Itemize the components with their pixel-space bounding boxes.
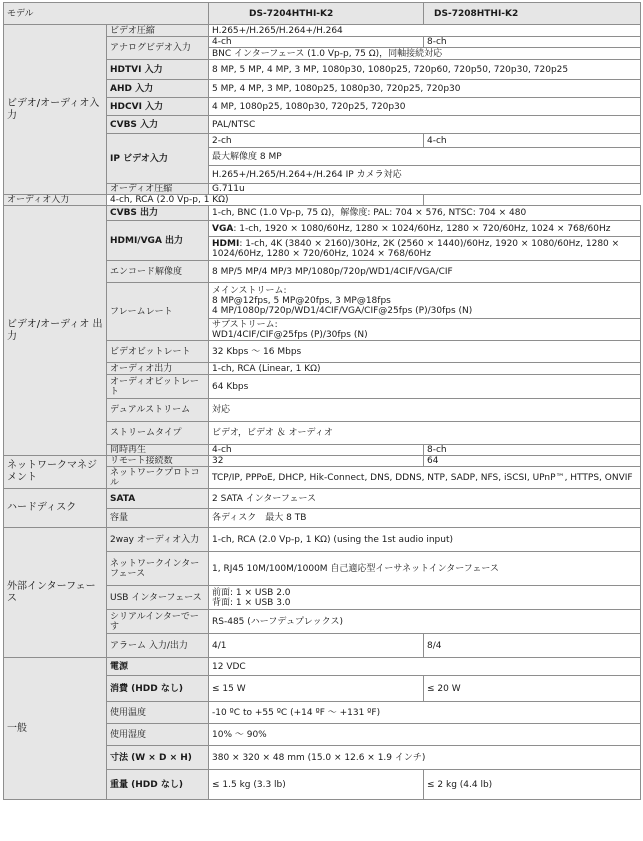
value-dimensions: 380 × 320 × 48 mm (15.0 × 12.6 × 1.9 インチ) xyxy=(209,746,641,770)
value-hdtvi: 8 MP, 5 MP, 4 MP, 3 MP, 1080p30, 1080p25, 720p60, 720p50, 720p30, 720p25 xyxy=(209,60,641,80)
label-alarm-io: アラーム 入力/出力 xyxy=(107,634,209,658)
value-cvbs-input: PAL/NTSC xyxy=(209,116,641,134)
category-hdd: ハードディスク xyxy=(4,489,107,528)
value-video-bitrate: 32 Kbps 〜 16 Mbps xyxy=(209,341,641,363)
value-usb-interface: 前面: 1 × USB 2.0 背面: 1 × USB 3.0 xyxy=(209,586,641,610)
label-dual-stream: デュアルストリーム xyxy=(107,399,209,422)
category-network: ネットワークマネジメント xyxy=(4,456,107,489)
value-audio-output: 1-ch, RCA (Linear, 1 KΩ) xyxy=(209,363,641,375)
value-alarm-io-a: 4/1 xyxy=(209,634,424,658)
value-weight-a: ≤ 1.5 kg (3.3 lb) xyxy=(209,770,424,800)
value-ip-video-b: 4-ch xyxy=(424,134,641,148)
value-operating-humidity: 10% 〜 90% xyxy=(209,724,641,746)
value-audio-compression: G.711u xyxy=(209,184,641,195)
category-video-audio-input: ビデオ/オーディオ入力 xyxy=(4,25,107,195)
label-serial-interface: シリアルインターでーす xyxy=(107,610,209,634)
value-remote-connections-a: 32 xyxy=(209,456,424,467)
label-remote-connections: リモート接続数 xyxy=(107,456,209,467)
label-sync-playback: 同時再生 xyxy=(107,445,209,456)
label-encoding-resolution: エンコード解像度 xyxy=(107,261,209,283)
value-main-stream: メインストリーム: 8 MP@12fps, 5 MP@20fps, 3 MP@18fps 4 MP/1080p/720p/WD1/4CIF/VGA/CIF@25fps (P)/30fps (N) xyxy=(209,283,641,319)
label-two-way-audio: 2way オーディオ入力 xyxy=(107,528,209,552)
label-cvbs-input: CVBS 入力 xyxy=(107,116,209,134)
value-ip-video-codec: H.265+/H.265/H.264+/H.264 IP カメラ対応 xyxy=(209,166,641,184)
value-hdmi: HDMI: 1-ch, 4K (3840 × 2160)/30Hz, 2K (2560 × 1440)/60Hz, 1920 × 1080/60Hz, 1280 × 1024/60Hz, 1280 × 720/60Hz, 1024 × 768/60Hz xyxy=(209,237,641,261)
value-video-compression: H.265+/H.265/H.264+/H.264 xyxy=(209,25,641,37)
value-two-way-audio: 1-ch, RCA (2.0 Vp-p, 1 KΩ) (using the 1st audio input) xyxy=(209,528,641,552)
value-dual-stream: 対応 xyxy=(209,399,641,422)
label-sata: SATA xyxy=(107,489,209,509)
label-stream-type: ストリームタイプ xyxy=(107,422,209,445)
label-video-compression: ビデオ圧縮 xyxy=(107,25,209,37)
spec-table xyxy=(3,2,641,800)
value-consumption-a: ≤ 15 W xyxy=(209,676,424,702)
value-ahd: 5 MP, 4 MP, 3 MP, 1080p25, 1080p30, 720p25, 720p30 xyxy=(209,80,641,98)
value-sata: 2 SATA インターフェース xyxy=(209,489,641,509)
value-sync-playback-a: 4-ch xyxy=(209,445,424,456)
value-remote-connections-b: 64 xyxy=(424,456,641,467)
value-audio-bitrate: 64 Kbps xyxy=(209,375,641,399)
value-alarm-io-b: 8/4 xyxy=(424,634,641,658)
value-operating-temperature: -10 ºC to +55 ºC (+14 ºF 〜 +131 ºF) xyxy=(209,702,641,724)
label-audio-bitrate: オーディオビットレート xyxy=(107,375,209,399)
value-cvbs-output: 1-ch, BNC (1.0 Vp-p, 75 Ω)，解像度: PAL: 704 × 576, NTSC: 704 × 480 xyxy=(209,206,641,221)
label-operating-temperature: 使用温度 xyxy=(107,702,209,724)
value-serial-interface: RS-485 (ハーフデュプレックス) xyxy=(209,610,641,634)
category-external-interface: 外部インターフェース xyxy=(4,528,107,658)
value-consumption-b: ≤ 20 W xyxy=(424,676,641,702)
value-hdcvi: 4 MP, 1080p25, 1080p30, 720p25, 720p30 xyxy=(209,98,641,116)
label-weight: 重量 (HDD なし) xyxy=(107,770,209,800)
label-ahd: AHD 入力 xyxy=(107,80,209,98)
label-network-interface: ネットワークインターフェース xyxy=(107,552,209,586)
value-encoding-resolution: 8 MP/5 MP/4 MP/3 MP/1080p/720p/WD1/4CIF/VGA/CIF xyxy=(209,261,641,283)
category-general: 一般 xyxy=(4,658,107,800)
label-analog-input: アナログビデオ入力 xyxy=(107,37,209,60)
value-sub-stream: サブストリーム: WD1/4CIF/CIF@25fps (P)/30fps (N) xyxy=(209,319,641,341)
label-usb-interface: USB インターフェース xyxy=(107,586,209,610)
value-analog-input-a: 4-ch xyxy=(209,37,424,48)
label-video-bitrate: ビデオビットレート xyxy=(107,341,209,363)
label-audio-compression: オーディオ圧縮 xyxy=(107,184,209,195)
label-network-protocols: ネットワークプロトコル xyxy=(107,467,209,489)
label-ip-video: IP ビデオ入力 xyxy=(107,134,209,184)
value-capacity: 各ディスク 最大 8 TB xyxy=(209,509,641,528)
label-frame-rate: フレームレート xyxy=(107,283,209,341)
value-analog-input-b: 8-ch xyxy=(424,37,641,48)
value-sync-playback-b: 8-ch xyxy=(424,445,641,456)
label-audio-output: オーディオ出力 xyxy=(107,363,209,375)
value-ip-video-resolution: 最大解像度 8 MP xyxy=(209,148,641,166)
model-header-label: モデル xyxy=(4,3,209,25)
label-consumption: 消費 (HDD なし) xyxy=(107,676,209,702)
value-power: 12 VDC xyxy=(209,658,641,676)
value-ip-video-a: 2-ch xyxy=(209,134,424,148)
label-cvbs-output: CVBS 出力 xyxy=(107,206,209,221)
category-video-audio-output: ビデオ/オーディオ 出力 xyxy=(4,206,107,456)
value-network-protocols: TCP/IP, PPPoE, DHCP, Hik-Connect, DNS, DDNS, NTP, SADP, NFS, iSCSI, UPnP™, HTTPS, ONVIF xyxy=(209,467,641,489)
label-hdtvi: HDTVI 入力 xyxy=(107,60,209,80)
label-capacity: 容量 xyxy=(107,509,209,528)
label-power: 電源 xyxy=(107,658,209,676)
value-stream-type: ビデオ，ビデオ ＆ オーディオ xyxy=(209,422,641,445)
label-hdcvi: HDCVI 入力 xyxy=(107,98,209,116)
label-audio-input: オーディオ入力 xyxy=(4,195,107,206)
value-audio-input: 4-ch, RCA (2.0 Vp-p, 1 KΩ) xyxy=(107,195,424,206)
value-vga: VGA: 1-ch, 1920 × 1080/60Hz, 1280 × 1024/60Hz, 1280 × 720/60Hz, 1024 × 768/60Hz xyxy=(209,221,641,237)
label-dimensions: 寸法 (W × D × H) xyxy=(107,746,209,770)
value-analog-input-bnc: BNC インターフェース (1.0 Vp-p, 75 Ω)，同軸接続対応 xyxy=(209,48,641,60)
value-network-interface: 1, RJ45 10M/100M/1000M 自己適応型イーサネットインターフェース xyxy=(209,552,641,586)
model-b-header: DS-7208HTHI-K2 xyxy=(424,3,641,25)
value-weight-b: ≤ 2 kg (4.4 lb) xyxy=(424,770,641,800)
label-hdmi-vga: HDMI/VGA 出力 xyxy=(107,221,209,261)
label-operating-humidity: 使用湿度 xyxy=(107,724,209,746)
model-a-header: DS-7204HTHI-K2 xyxy=(209,3,424,25)
